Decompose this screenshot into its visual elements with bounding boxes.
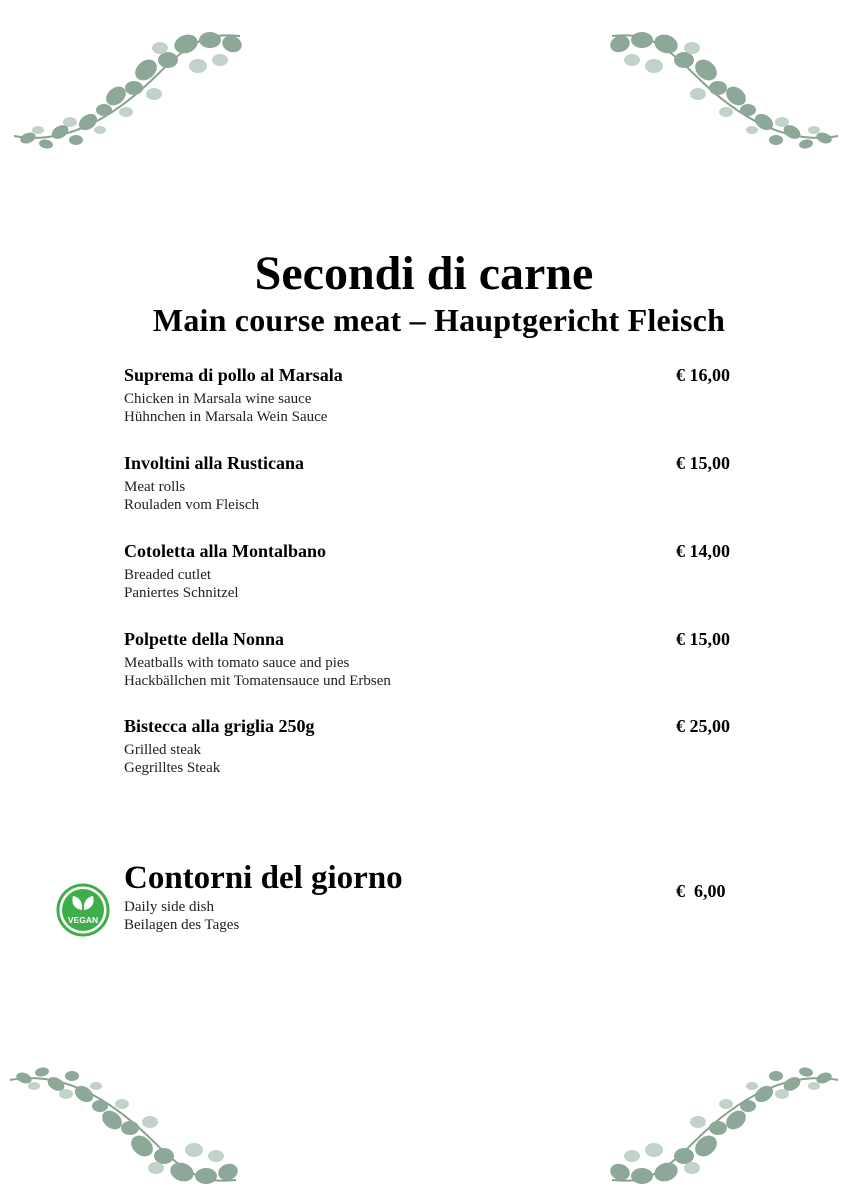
menu-item [124,540,744,602]
dish-price: € 16,00 [676,365,730,385]
page-title: Secondi di carne [254,247,594,300]
vegan-leaf-icon [56,883,110,937]
dish-name: Suprema di pollo al Marsala [124,365,343,385]
menu-item [124,628,744,690]
side-dish-title: Contorni del giorno [124,860,403,896]
dish-description-de: Paniertes Schnitzel [124,585,239,601]
dish-name: Involtini alla Rusticana [124,453,305,473]
dish-name: Polpette della Nonna [124,629,284,649]
dish-description-de: Hühnchen in Marsala Wein Sauce [124,409,328,425]
menu-item [124,715,744,777]
page-subtitle: Main course meat – Hauptgericht Fleisch [152,302,726,338]
dish-description-en: Chicken in Marsala wine sauce [124,391,312,407]
side-dish-price: € 6,00 [676,881,726,901]
dish-description-de: Gegrilltes Steak [124,760,221,776]
menu-item [124,364,744,426]
dish-price: € 14,00 [676,541,730,561]
eucalyptus-branch-icon [8,14,248,164]
eucalyptus-branch-icon [604,14,844,164]
dish-description-en: Meat rolls [124,479,186,495]
side-description-en: Daily side dish [124,899,214,915]
vegan-badge-label: VEGAN [67,915,99,925]
dish-price: € 25,00 [676,716,730,736]
side-description-de: Beilagen des Tages [124,917,240,933]
dish-description-en: Meatballs with tomato sauce and pies [124,655,350,671]
dish-name: Cotoletta alla Montalbano [124,541,326,561]
dish-description-en: Breaded cutlet [124,567,212,583]
eucalyptus-branch-icon [4,1052,244,1202]
dish-description-en: Grilled steak [124,742,202,758]
eucalyptus-branch-icon [604,1052,844,1202]
dish-description-de: Rouladen vom Fleisch [124,497,259,513]
dish-price: € 15,00 [676,629,730,649]
menu-item [124,452,744,514]
dish-price: € 15,00 [676,453,730,473]
dish-description-de: Hackbällchen mit Tomatensauce und Erbsen [124,673,391,689]
dish-name: Bistecca alla griglia 250g [124,716,315,736]
